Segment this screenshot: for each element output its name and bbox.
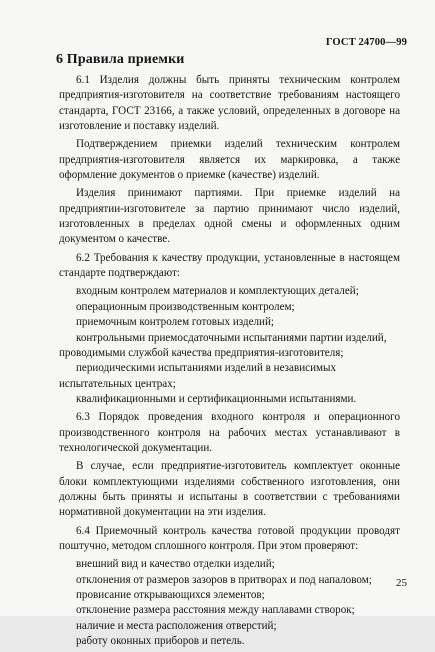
paragraph-62: 6.2 Требования к качеству продукции, установленные в настоящем стандарте подтверждают: [59,251,400,280]
list-item: провисание открывающихся элементов; [76,589,265,601]
paragraph-63: 6.3 Порядок проведения входного контроля и операционного производственного контроля на рабочих местах устанавливают в технологической документации. [59,411,400,454]
list-item: входным контролем материалов и комплектующих деталей; [76,285,359,298]
list-item: квалификационными и сертификационными испытаниями. [76,392,357,405]
paragraph-components: В случае, если предприятие-изготовитель комплектует оконные блоки комплектующими изделиями собственного изготовления, они должны быть приняты и испытаны в соответствии с требованиями нормативной документации на эти изделия. [59,460,400,519]
list-item: внешний вид и качество отделки изделий; [76,558,275,571]
page-header: ГОСТ 24700—99 [325,37,407,48]
paragraph-marking: Подтверждением приемки изделий техническим контролем предприятия-изготовителя является их маркировка, а также оформление документов о приемке (качестве) изделий. [59,138,400,182]
list-item: контрольными приемосдаточными испытаниями партии изделий, проводимыми службой качества предприятия-изготовителя; [59,331,387,359]
section-title: 6 Правила приемки [56,52,185,67]
paragraph-64: 6.4 Приемочный контроль качества готовой продукции проводят поштучно, методом сплошного контроля. При этом проверяют: [59,524,400,552]
page-number: 25 [396,577,407,589]
list-62 [59,284,400,407]
list-item: приемочным контролем готовых изделий; [76,316,274,329]
list-item: работу оконных приборов и петель. [76,635,245,648]
list-item: операционным производственным контролем; [76,300,295,313]
paragraph-batches: Изделия принимают партиями. При приемке изделий на предприятии-изготовителе за партию принимают число изделий, изготовленных в пределах одной смены и оформленных одним документом о качестве. [59,187,400,246]
document-body [59,73,400,652]
list-item: наличие и места расположения отверстий; [76,619,277,632]
list-item: периодическими испытаниями изделий в независимых испытательных центрах; [59,362,337,390]
list-item: отклонение размера расстояния между наплавами створок; [76,604,355,617]
list-item: отклонения от размеров зазоров в притворах и под напаловом; [76,573,372,586]
paragraph-61: 6.1 Изделия должны быть приняты техническим контролем предприятия-изготовителя на соответствие требованиям настоящего стандарта, ГОСТ 23166, а также условий, определенных в договоре на изготовление и поставку изделий. [59,74,400,133]
list-64 [59,557,400,649]
